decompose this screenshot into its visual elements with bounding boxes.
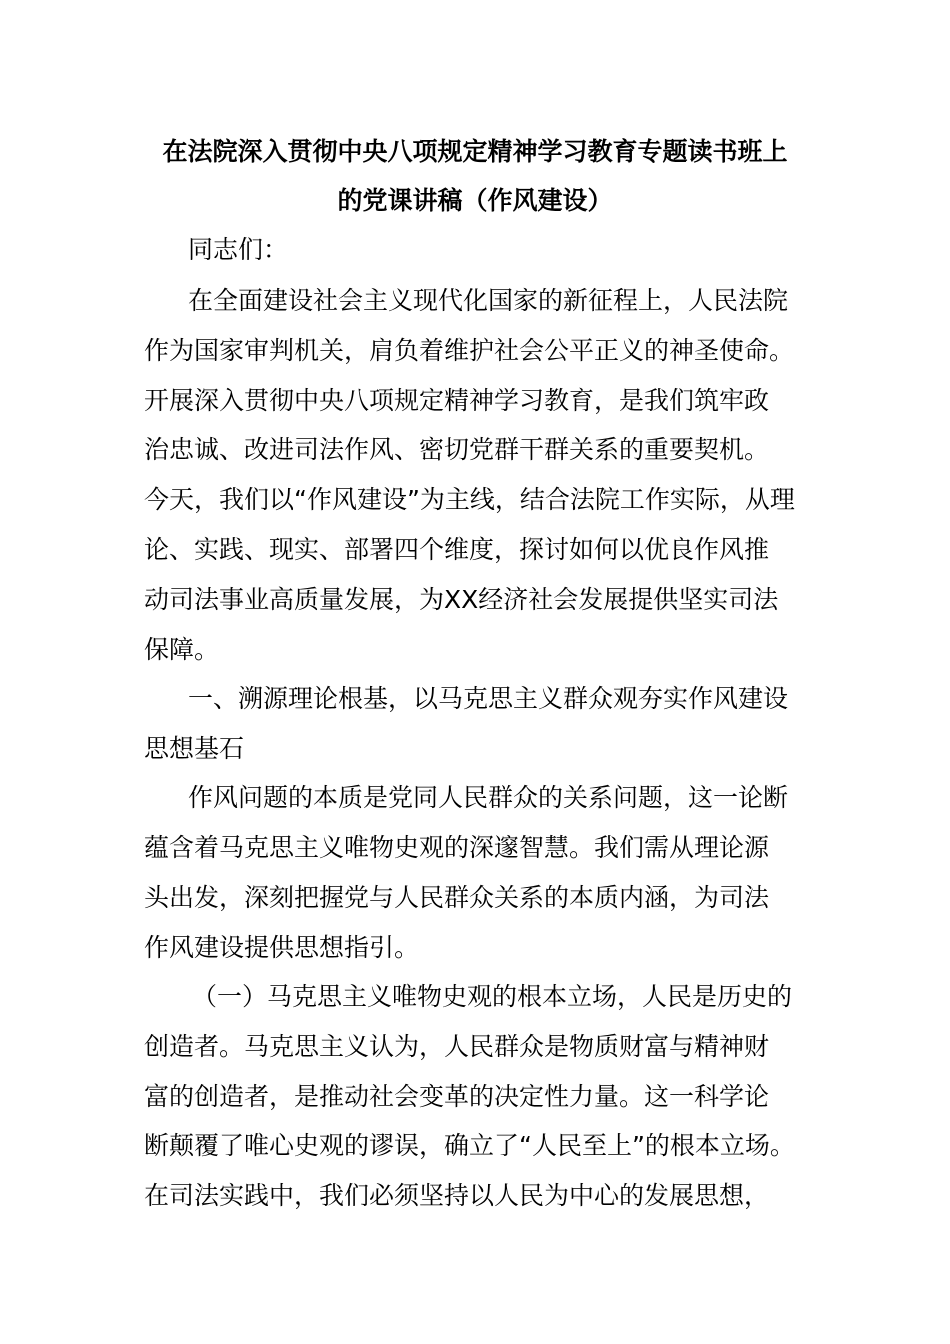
body-line-15: 断颠覆了唯心史观的谬误，确立了“人民至上”的根本立场。 bbox=[144, 1131, 795, 1160]
body-line-1: 在全面建设社会主义现代化国家的新征程上，人民法院 bbox=[188, 286, 789, 315]
body-line-11: 头出发，深刻把握党与人民群众关系的本质内涵，为司法 bbox=[144, 883, 770, 912]
salutation: 同志们： bbox=[188, 235, 289, 264]
body-line-6: 论、实践、现实、部署四个维度，探讨如何以优良作风推 bbox=[144, 535, 770, 564]
section-heading-line-1: 一、溯源理论根基，以马克思主义群众观夯实作风建设 bbox=[188, 684, 789, 713]
subsection-line-1: （一）马克思主义唯物史观的根本立场，人民是历史的 bbox=[192, 982, 793, 1011]
body-line-8: 保障。 bbox=[144, 635, 220, 664]
body-line-9: 作风问题的本质是党同人民群众的关系问题，这一论断 bbox=[188, 783, 789, 812]
body-line-14: 富的创造者，是推动社会变革的决定性力量。这一科学论 bbox=[144, 1082, 770, 1111]
document-title-line-2: 的党课讲稿（作风建设） bbox=[337, 186, 613, 215]
body-line-4: 治忠诚、改进司法作风、密切党群干群关系的重要契机。 bbox=[144, 435, 770, 464]
section-heading-line-2: 思想基石 bbox=[144, 734, 245, 763]
body-line-13: 创造者。马克思主义认为，人民群众是物质财富与精神财 bbox=[144, 1032, 770, 1061]
body-line-10: 蕴含着马克思主义唯物史观的深邃智慧。我们需从理论源 bbox=[144, 833, 770, 862]
body-line-3: 开展深入贯彻中央八项规定精神学习教育，是我们筑牢政 bbox=[144, 386, 770, 415]
body-line-16: 在司法实践中，我们必须坚持以人民为中心的发展思想， bbox=[144, 1181, 770, 1210]
body-line-2: 作为国家审判机关，肩负着维护社会公平正义的神圣使命。 bbox=[144, 336, 795, 365]
document-title-line-1: 在法院深入贯彻中央八项规定精神学习教育专题读书班上 bbox=[162, 137, 788, 166]
body-line-7: 动司法事业高质量发展，为XX经济社会发展提供坚实司法 bbox=[144, 585, 779, 614]
body-line-12: 作风建设提供思想指引。 bbox=[144, 933, 420, 962]
body-line-5: 今天，我们以“作风建设”为主线，结合法院工作实际，从理 bbox=[144, 485, 795, 514]
